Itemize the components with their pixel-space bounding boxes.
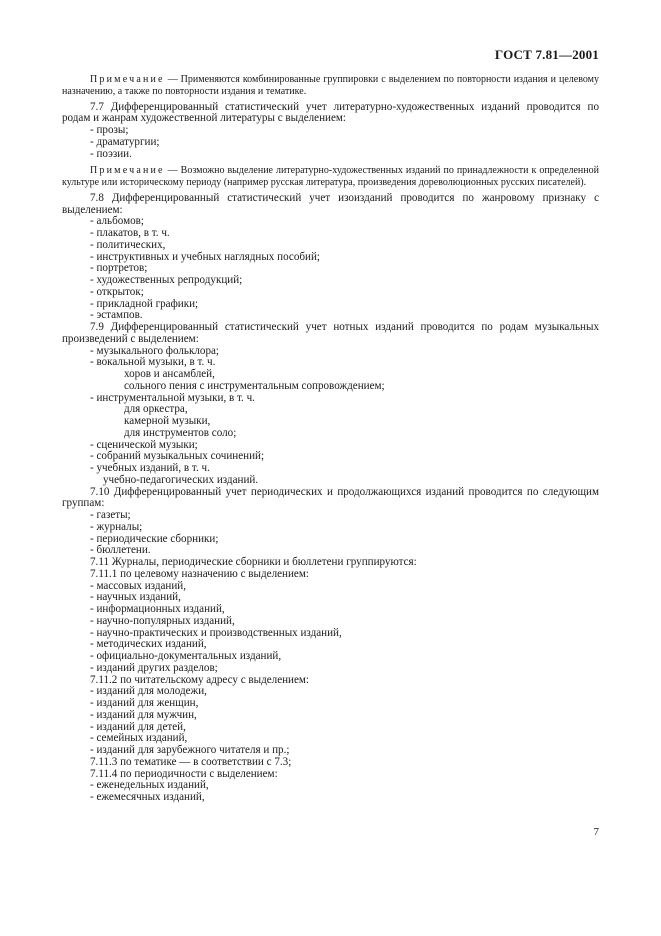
paragraph-7-7: 7.7 Дифференцированный статистический учет литературно-художественных изданий проводится по родам и жанрам художественной литературы с выделением: (62, 100, 599, 125)
list-item: - научных изданий, (90, 591, 181, 604)
list-7-7 (62, 125, 599, 160)
paragraph-7-11: 7.11 Журналы, периодические сборники и бюллетени группируются: (90, 556, 417, 569)
list-7-9 (62, 346, 599, 487)
paragraph-7-9: 7.9 Дифференцированный статистический учет нотных изданий проводится по родам музыкальных произведений с выделением: (62, 321, 599, 345)
note-2 (62, 165, 599, 189)
note-label: Примечание (90, 74, 165, 85)
note-text: — Применяются комбинированные группировки с выделением по повторности издания и целевому назначению, а также по повторности издания и тематике. (62, 74, 599, 97)
list-item: учебно-педагогических изданий. (103, 473, 259, 486)
section-7-10 (62, 487, 599, 558)
section-7-9 (62, 322, 599, 487)
list-7-8 (62, 216, 599, 322)
note-1 (62, 74, 599, 98)
list-item: камерной музыки, (124, 415, 211, 428)
list-item: - драматургии; (90, 135, 160, 148)
list-item: - портретов; (90, 262, 148, 275)
heading-7-11-2: 7.11.2 по читательскому адресу с выделением: (90, 673, 310, 686)
list-item: - альбомов; (90, 215, 144, 228)
list-item: - научно-практических и производственных изданий, (90, 626, 342, 639)
list-7-11-2 (62, 686, 599, 757)
list-item: - изданий для мужчин, (90, 708, 197, 721)
list-item: - собраний музыкальных сочинений; (90, 450, 265, 463)
note-text: — Возможно выделение литературно-художественных изданий по принадлежности к определенной культуре или историческому периоду (например русская литература, произведения дореволюционных русских писателей). (62, 165, 599, 189)
page-number: 7 (593, 826, 599, 838)
list-item: - учебных изданий, в т. ч. (90, 462, 210, 475)
list-7-11-4 (62, 780, 599, 804)
list-item: - газеты; (90, 509, 131, 522)
list-item: - изданий для женщин, (90, 697, 199, 710)
list-7-10 (62, 510, 599, 557)
list-item: для инструментов соло; (124, 426, 237, 439)
list-item: - инструментальной музыки, в т. ч. (90, 391, 255, 404)
list-item: - художественных репродукций; (90, 274, 243, 287)
section-7-7 (62, 102, 599, 161)
list-item: - официально-документальных изданий, (90, 650, 282, 663)
list-item: - журналы; (90, 520, 143, 533)
list-item: - методических изданий, (90, 638, 207, 651)
list-item: - эстампов. (90, 309, 143, 322)
list-item: - информационных изданий, (90, 603, 225, 616)
heading-7-11-1: 7.11.1 по целевому назначению с выделением: (90, 567, 309, 580)
heading-7-11-4: 7.11.4 по периодичности с выделением: (90, 767, 278, 780)
list-item: - открыток; (90, 285, 144, 298)
list-item: - вокальной музыки, в т. ч. (90, 356, 216, 369)
paragraph-7-8: 7.8 Дифференцированный статистический учет изоизданий проводится по жанровому признаку с выделением: (62, 191, 599, 216)
list-item: - изданий для детей, (90, 720, 186, 733)
note-label: Примечание (90, 165, 165, 177)
list-item: - бюллетени. (90, 544, 151, 557)
page-content (62, 74, 599, 804)
list-item: - изданий для молодежи, (90, 685, 207, 698)
list-item: - прозы; (90, 124, 129, 137)
list-item: - прикладной графики; (90, 297, 199, 310)
section-7-8 (62, 193, 599, 322)
list-item: - массовых изданий, (90, 579, 187, 592)
list-item: - изданий других разделов; (90, 661, 218, 674)
list-item: - семейных изданий, (90, 732, 188, 745)
heading-7-11-3: 7.11.3 по тематике — в соответствии с 7.3; (90, 755, 292, 768)
list-item: - научно-популярных изданий, (90, 614, 235, 627)
list-item: - инструктивных и учебных наглядных пособий; (90, 250, 320, 263)
list-7-11-1 (62, 581, 599, 675)
list-item: - политических, (90, 238, 166, 251)
list-item: - сценической музыки; (90, 438, 198, 451)
paragraph-7-10: 7.10 Дифференцированный учет периодических и продолжающихся изданий проводится по следующим группам: (62, 485, 599, 510)
list-item: хоров и ансамблей, (124, 368, 215, 381)
list-item: для оркестра, (124, 403, 188, 416)
standard-header: ГОСТ 7.81—2001 (494, 47, 599, 62)
list-item: - изданий для зарубежного читателя и пр.; (90, 744, 290, 757)
list-item: - плакатов, в т. ч. (90, 227, 170, 240)
list-item: - поэзии. (90, 147, 132, 160)
list-item: - ежемесячных изданий, (90, 791, 205, 804)
list-item: - музыкального фольклора; (90, 344, 219, 357)
list-item: сольного пения с инструментальным сопровождением; (124, 379, 385, 392)
list-item: - периодические сборники; (90, 532, 219, 545)
list-item: - еженедельных изданий, (90, 779, 209, 792)
